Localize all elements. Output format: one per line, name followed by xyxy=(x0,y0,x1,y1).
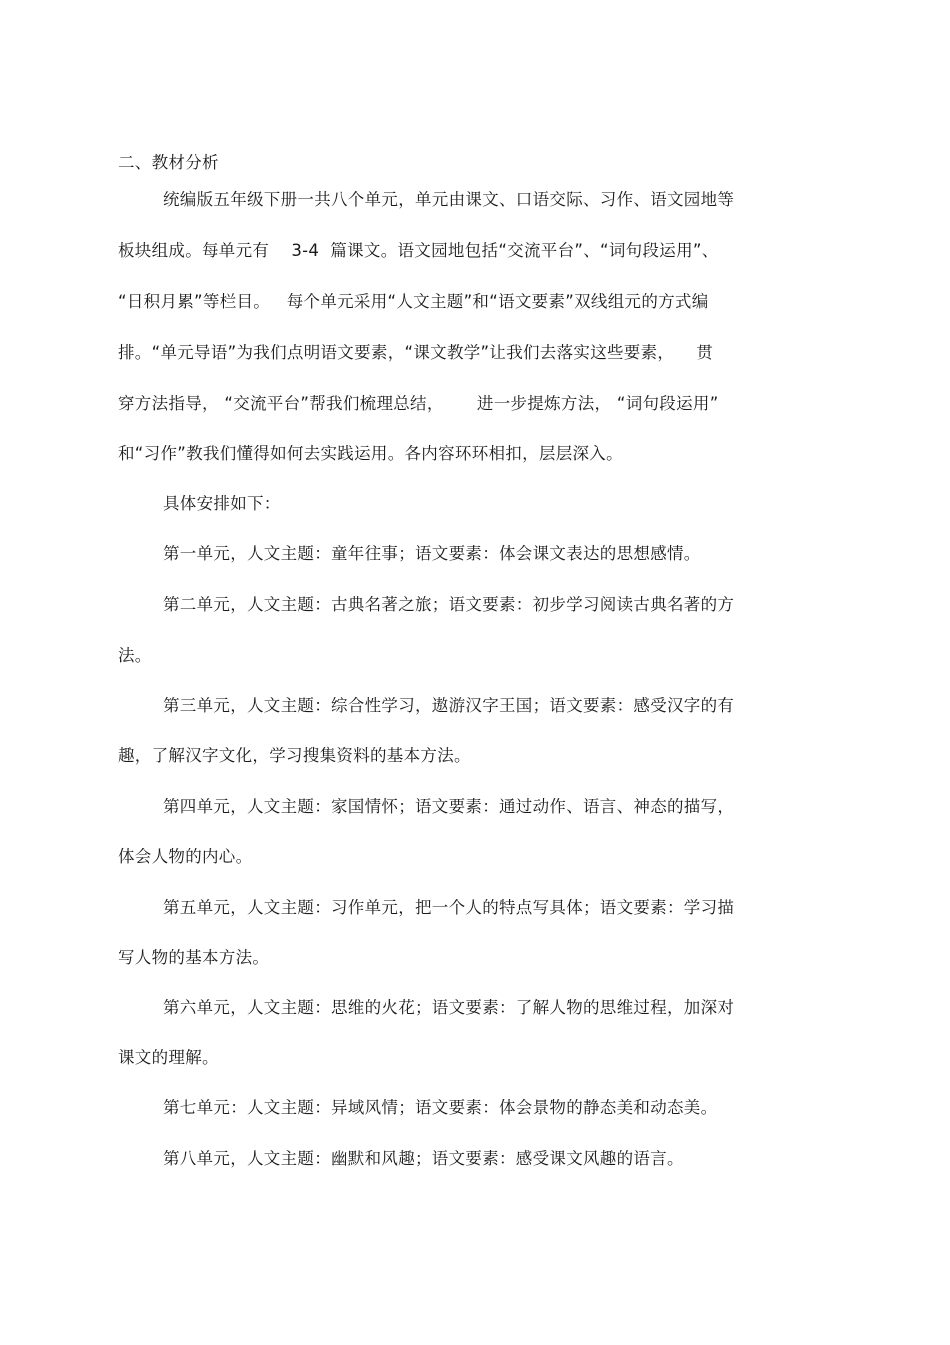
unit-3-line: 第三单元，人文主题：综合性学习，遨游汉字王国；语文要素：感受汉字的有 xyxy=(163,696,735,715)
unit-6-line-cont: 课文的理解。 xyxy=(118,1048,219,1067)
unit-3-line-cont: 趣，了解汉字文化，学习搜集资料的基本方法。 xyxy=(118,746,471,765)
unit-6-line: 第六单元，人文主题：思维的火花；语文要素：了解人物的思维过程，加深对 xyxy=(163,998,735,1017)
paragraph-line: “日积月累”等栏目。 每个单元采用“人文主题”和“语文要素”双线组元的方式编 xyxy=(118,292,709,311)
section-heading: 二、教材分析 xyxy=(118,153,219,172)
unit-7-line: 第七单元：人文主题：异域风情；语文要素：体会景物的静态美和动态美。 xyxy=(163,1098,718,1117)
unit-5-line: 第五单元，人文主题：习作单元，把一个人的特点写具体；语文要素：学习描 xyxy=(163,898,735,917)
paragraph-line: 穿方法指导， “交流平台”帮我们梳理总结， 进一步提炼方法， “词句段运用” xyxy=(118,394,719,413)
paragraph-line: 排。“单元导语”为我们点明语文要素，“课文教学”让我们去落实这些要素， 贯 xyxy=(118,343,714,362)
paragraph-line: 统编版五年级下册一共八个单元，单元由课文、口语交际、习作、语文园地等 xyxy=(163,190,735,209)
paragraph-line: 板块组成。每单元有 3-4 篇课文。语文园地包括“交流平台”、“词句段运用”、 xyxy=(118,241,719,260)
unit-1-line: 第一单元，人文主题：童年往事；语文要素：体会课文表达的思想感情。 xyxy=(163,544,701,563)
unit-2-line: 第二单元，人文主题：古典名著之旅；语文要素：初步学习阅读古典名著的方 xyxy=(163,595,735,614)
unit-2-line-cont: 法。 xyxy=(118,646,152,665)
unit-8-line: 第八单元，人文主题：幽默和风趣；语文要素：感受课文风趣的语言。 xyxy=(163,1149,684,1168)
paragraph-line: 和“习作”教我们懂得如何去实践运用。各内容环环相扣，层层深入。 xyxy=(118,444,623,463)
unit-4-line-cont: 体会人物的内心。 xyxy=(118,847,253,866)
unit-4-line: 第四单元，人文主题：家国情怀；语文要素：通过动作、语言、神态的描写， xyxy=(163,797,735,816)
unit-5-line-cont: 写人物的基本方法。 xyxy=(118,948,270,967)
list-intro: 具体安排如下： xyxy=(163,494,281,513)
